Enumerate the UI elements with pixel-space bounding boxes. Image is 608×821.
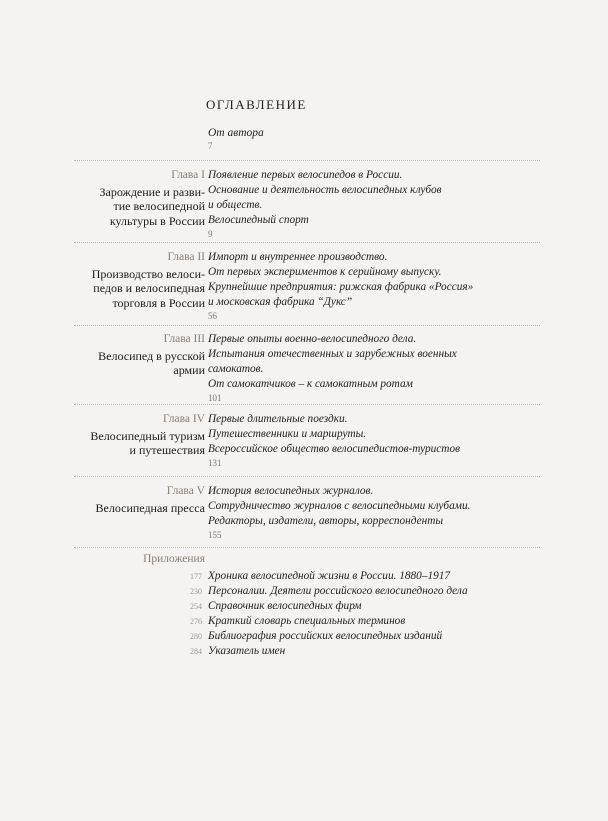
chapter-title-line: Зарождение и разви- <box>99 184 205 199</box>
page-title: ОГЛАВЛЕНИЕ <box>206 97 307 112</box>
chapter-heading <box>70 484 205 515</box>
chapter-title-line: торговля в России <box>112 295 205 310</box>
chapter-page-number: 101 <box>208 393 222 403</box>
chapter-item: Импорт и внутреннее производство. <box>208 251 388 263</box>
divider <box>74 325 540 326</box>
chapter-item: Основание и деятельность велосипедных клубов <box>208 184 442 196</box>
chapter-item: Редакторы, издатели, авторы, корреспонденты <box>208 515 444 527</box>
chapter-page-number: 131 <box>208 458 222 468</box>
appendix-item <box>0 600 608 615</box>
chapter-item: Крупнейшие предприятия: рижская фабрика «Россия» <box>208 281 474 293</box>
chapter-title-line: культуры в России <box>109 213 205 228</box>
chapter-heading <box>70 168 205 228</box>
appendix-item <box>0 645 608 660</box>
chapter-contents <box>208 332 508 404</box>
chapter-title-line: Велосипедный туризм <box>90 428 205 443</box>
chapter-item: От самокатчиков – к самокатным ротам <box>208 378 413 390</box>
appendix-item-title: Библиография российских велосипедных изданий <box>208 630 443 642</box>
chapter-item: Всероссийское общество велосипедистов-туристов <box>208 443 461 455</box>
chapter-title-line: тие велосипедной <box>113 199 205 213</box>
chapter-item: Появление первых велосипедов в России. <box>208 169 403 181</box>
divider <box>74 160 540 161</box>
appendix-item-title: Справочник велосипедных фирм <box>208 600 362 612</box>
chapter-item: Первые длительные поездки. <box>208 413 348 425</box>
chapter-item: и московская фабрика “Дукс” <box>208 296 353 308</box>
divider <box>74 476 540 477</box>
chapter-item: и обществ. <box>208 199 263 211</box>
intro-label: От автора <box>208 127 264 139</box>
appendix-item-title: Указатель имен <box>208 645 286 657</box>
chapter-number: Глава II <box>167 251 205 263</box>
appendix-page-number: 276 <box>190 617 202 626</box>
appendix-item <box>0 585 608 600</box>
chapter-item: История велосипедных журналов. <box>208 485 374 497</box>
appendix-list <box>0 570 608 660</box>
appendix-page-number: 254 <box>190 602 202 611</box>
divider <box>74 404 540 405</box>
chapter-number: Глава V <box>166 485 205 497</box>
chapter-contents <box>208 412 508 469</box>
chapter-number: Глава IV <box>162 413 205 425</box>
chapter-contents <box>208 484 508 541</box>
chapter-number: Глава III <box>163 333 205 345</box>
appendix-page-number: 284 <box>190 647 202 656</box>
chapter-item: Первые опыты военно-велосипедного дела. <box>208 333 417 345</box>
chapter-item: Велосипедный спорт <box>208 214 309 226</box>
chapter-title-line: Производство велоси- <box>91 266 205 281</box>
appendix-page-number: 230 <box>190 587 202 596</box>
chapter-title-line: и путешествия <box>129 443 205 457</box>
intro-page-number: 7 <box>208 141 213 151</box>
chapter-item: Путешественники и маршруты. <box>208 428 367 440</box>
chapter-title-line: Велосипед в русской <box>98 348 205 363</box>
chapter-title-line: педов и велосипедная <box>93 281 205 295</box>
chapter-item: Сотрудничество журналов с велосипедными клубами. <box>208 500 471 512</box>
chapter-item: самокатов. <box>208 363 264 375</box>
chapter-page-number: 56 <box>208 311 217 321</box>
divider <box>74 242 540 243</box>
chapter-contents <box>208 168 508 240</box>
appendix-page-number: 280 <box>190 632 202 641</box>
appendix-item <box>0 630 608 645</box>
chapter-contents <box>208 250 508 322</box>
chapter-heading <box>70 412 205 458</box>
chapter-page-number: 155 <box>208 530 222 540</box>
chapter-heading <box>70 250 205 310</box>
chapter-item: От первых экспериментов к серийному выпуску. <box>208 266 442 278</box>
appendix-item <box>0 570 608 585</box>
appendix-page-number: 177 <box>190 572 202 581</box>
chapter-heading <box>70 332 205 378</box>
chapter-title-line: Велосипедная пресса <box>95 500 205 515</box>
chapter-item: Испытания отечественных и зарубежных военных <box>208 348 457 360</box>
divider <box>74 547 540 548</box>
appendix-heading: Приложения <box>143 553 205 565</box>
appendix-item-title: Краткий словарь специальных терминов <box>208 615 406 627</box>
chapter-number: Глава I <box>171 169 205 181</box>
chapter-title-line: армии <box>173 363 205 377</box>
appendix-item <box>0 615 608 630</box>
intro-entry <box>208 126 264 152</box>
appendix-item-title: Персоналии. Деятели российского велосипедного дела <box>208 585 468 597</box>
appendix-item-title: Хроника велосипедной жизни в России. 1880–1917 <box>208 570 451 582</box>
chapter-page-number: 9 <box>208 229 213 239</box>
